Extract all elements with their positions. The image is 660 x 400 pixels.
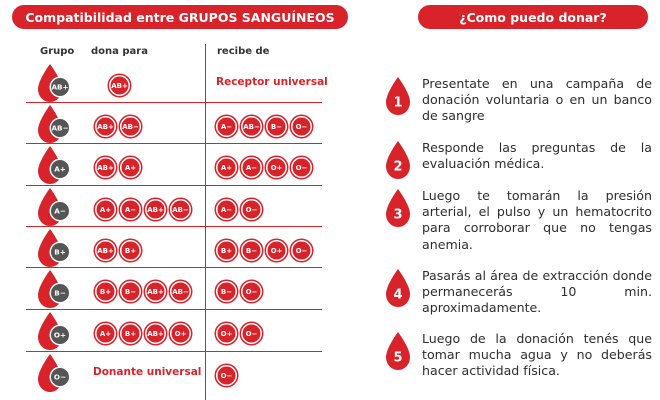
receives-from-list (216, 240, 312, 261)
blood-drop-icon (35, 187, 77, 231)
gives-to-list (109, 75, 130, 96)
blood-type-chip: B− (216, 281, 237, 302)
gives-to-list (95, 281, 191, 302)
blood-type-chip: O− (291, 240, 312, 261)
blood-type-chip: O− (216, 365, 237, 386)
gives-to-list (95, 323, 191, 344)
compatibility-title: Compatibilidad entre GRUPOS SANGUÍNEOS (12, 5, 348, 29)
blood-type-chip: A+ (216, 157, 237, 178)
table-row (0, 62, 330, 103)
step-number: 5 (393, 350, 403, 366)
column-header-group: Grupo (40, 46, 75, 57)
blood-type-chip: AB+ (95, 157, 116, 178)
group-label: AB+ (51, 82, 69, 92)
table-row (0, 144, 330, 185)
numbered-drop-icon (383, 188, 413, 232)
group-label: O− (53, 372, 67, 382)
receives-from-list (216, 323, 262, 344)
blood-type-chip: B+ (120, 240, 141, 261)
table-row (0, 352, 330, 393)
blood-type-chip: A− (120, 199, 141, 220)
blood-type-chip: O+ (170, 323, 191, 344)
group-label: A− (54, 206, 66, 216)
numbered-drop-icon (383, 331, 413, 375)
blood-type-chip: O− (291, 116, 312, 137)
blood-type-chip: A− (241, 157, 262, 178)
step-number: 2 (393, 159, 403, 175)
numbered-drop-icon (383, 268, 413, 312)
step-text: Responde las preguntas de la evaluación médica. (422, 140, 652, 172)
blood-type-chip: AB+ (109, 75, 130, 96)
blood-type-chip: O+ (266, 240, 287, 261)
blood-type-chip: B− (266, 116, 287, 137)
blood-type-chip: A+ (120, 157, 141, 178)
blood-type-chip: O− (241, 281, 262, 302)
step-text: Luego te tomarán la presión arterial, el pulso y un hematocrito para corroborar que no tengas anemia. (422, 188, 652, 252)
group-label: A+ (54, 164, 66, 174)
blood-type-chip: A− (216, 199, 237, 220)
column-header-receives: recibe de (217, 46, 270, 57)
receives-from-list (216, 365, 237, 386)
blood-type-chip: O+ (266, 157, 287, 178)
receives-from-list (216, 157, 312, 178)
blood-drop-icon (35, 228, 77, 272)
blood-type-chip: A+ (95, 199, 116, 220)
blood-type-chip: O− (241, 323, 262, 344)
numbered-drop-icon (383, 76, 413, 120)
blood-type-chip: AB+ (95, 116, 116, 137)
numbered-drop-icon (383, 140, 413, 184)
table-row (0, 310, 330, 351)
blood-drop-icon (35, 353, 77, 397)
blood-type-chip: O− (291, 157, 312, 178)
blood-drop-icon (35, 311, 77, 355)
blood-type-chip: B− (120, 281, 141, 302)
gives-to-list (95, 116, 141, 137)
blood-type-chip: B+ (95, 281, 116, 302)
blood-type-chip: AB− (120, 116, 141, 137)
blood-type-chip: AB+ (145, 323, 166, 344)
blood-drop-icon (35, 269, 77, 313)
table-row (0, 103, 330, 144)
blood-type-chip: O− (241, 199, 262, 220)
step-text: Pasarás al área de extracción donde permanecerás 10 min. aproximadamente. (422, 268, 652, 316)
blood-type-chip: A− (216, 116, 237, 137)
gives-to-list (95, 199, 191, 220)
how-to-donate-title: ¿Como puedo donar? (418, 5, 648, 29)
blood-type-chip: B+ (216, 240, 237, 261)
blood-type-chip: B− (241, 240, 262, 261)
blood-type-chip: O+ (216, 323, 237, 344)
blood-type-chip: B+ (120, 323, 141, 344)
table-row (0, 186, 330, 227)
step-number: 1 (393, 95, 403, 111)
group-label: AB− (51, 123, 69, 133)
receives-from-list (216, 199, 262, 220)
gives-to-list (95, 240, 141, 261)
receives-from-list (216, 281, 262, 302)
table-row (0, 268, 330, 309)
universal-receiver-label: Receptor universal (216, 76, 328, 88)
blood-type-chip: A+ (95, 323, 116, 344)
table-row (0, 227, 330, 268)
gives-to-list (95, 157, 141, 178)
group-label: O+ (53, 330, 67, 340)
blood-type-chip: AB+ (145, 281, 166, 302)
blood-drop-icon (35, 104, 77, 148)
step-number: 4 (393, 287, 403, 303)
column-header-gives: dona para (91, 46, 148, 57)
group-label: B− (54, 288, 66, 298)
group-label: B+ (54, 247, 66, 257)
step-number: 3 (393, 207, 403, 223)
universal-donor-label: Donante universal (93, 366, 202, 378)
blood-drop-icon (35, 63, 77, 107)
blood-type-chip: AB+ (95, 240, 116, 261)
blood-drop-icon (35, 145, 77, 189)
receives-from-list (216, 116, 312, 137)
step-text: Presentate en una campaña de donación voluntaria o en un banco de sangre (422, 76, 652, 124)
blood-type-chip: AB− (170, 199, 191, 220)
step-text: Luego de la donación tenés que tomar mucha agua y no deberás hacer actividad física. (422, 331, 652, 379)
blood-type-chip: AB− (241, 116, 262, 137)
blood-type-chip: AB+ (145, 199, 166, 220)
blood-type-chip: AB− (170, 281, 191, 302)
